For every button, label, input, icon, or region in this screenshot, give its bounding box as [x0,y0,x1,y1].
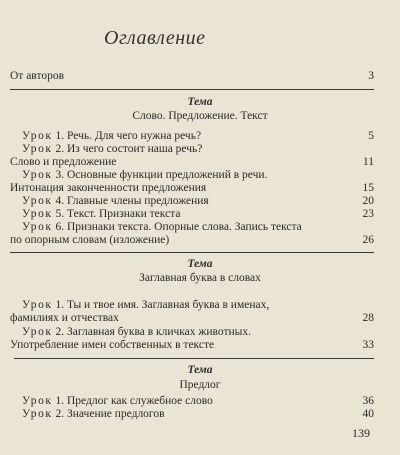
toc-entry-text: 1. Ты и твое имя. Заглавная буква в именах, [52,299,270,311]
toc-entry-page: 5 [368,130,374,142]
section-label: Тема [187,364,213,376]
lesson-prefix: Урок [22,169,53,181]
divider [14,358,374,359]
lesson-prefix: Урок [22,221,53,233]
toc-entry-page: 15 [362,182,374,194]
toc-entry-page: 23 [362,208,374,220]
section-label: Тема [187,258,213,270]
toc-entry-text: 2. Значение предлогов [52,408,165,420]
toc-entry-text: 4. Главные члены предложения [52,195,209,207]
toc-entry-text: 2. Из чего состоит наша речь? [52,143,203,155]
toc-entry-page: 33 [362,339,374,351]
toc-entry-text: Слово и предложение [10,156,117,168]
toc-entry-page: 3 [368,70,374,82]
lesson-prefix: Урок [22,130,53,142]
toc-entry-page: 20 [362,195,374,207]
lesson-prefix: Урок [22,143,53,155]
toc-entry-text: 1. Предлог как служебное слово [52,395,213,407]
section-title: Предлог [179,379,221,391]
toc-entry-text: фамилиях и отчествах [10,312,119,324]
lesson-prefix: Урок [22,395,53,407]
lesson-prefix: Урок [22,326,53,338]
divider [10,252,374,253]
toc-entry-page: 40 [362,408,374,420]
page-number: 139 [352,426,370,440]
toc-entry-text: Употребление имен собственных в тексте [10,339,215,351]
lesson-prefix: Урок [22,208,53,220]
toc-entry-text: 5. Текст. Признаки текста [52,208,181,220]
toc-entry-page: 28 [362,312,374,324]
toc-entry-text: по опорным словам (изложение) [10,234,170,246]
divider [10,89,374,90]
toc-entry-text: 2. Заглавная буква в кличках животных. [52,326,251,338]
page-title: Оглавление [104,27,206,49]
toc-entry-page: 36 [362,395,374,407]
lesson-prefix: Урок [22,195,53,207]
toc-entry-page: 11 [362,156,374,168]
lesson-prefix: Урок [22,299,53,311]
toc-entry-text: 3. Основные функции предложений в речи. [52,169,268,181]
section-title: Заглавная буква в словах [139,272,261,284]
section-label: Тема [187,96,213,108]
lesson-prefix: Урок [22,408,53,420]
toc-entry-page: 26 [362,234,374,246]
section-title: Слово. Предложение. Текст [132,110,268,122]
toc-entry-text: От авторов [10,70,65,82]
toc-entry-text: 6. Признаки текста. Опорные слова. Запись текста [52,221,302,233]
toc-entry-text: Интонация законченности предложения [10,182,207,194]
toc-entry-text: 1. Речь. Для чего нужна речь? [52,130,202,142]
